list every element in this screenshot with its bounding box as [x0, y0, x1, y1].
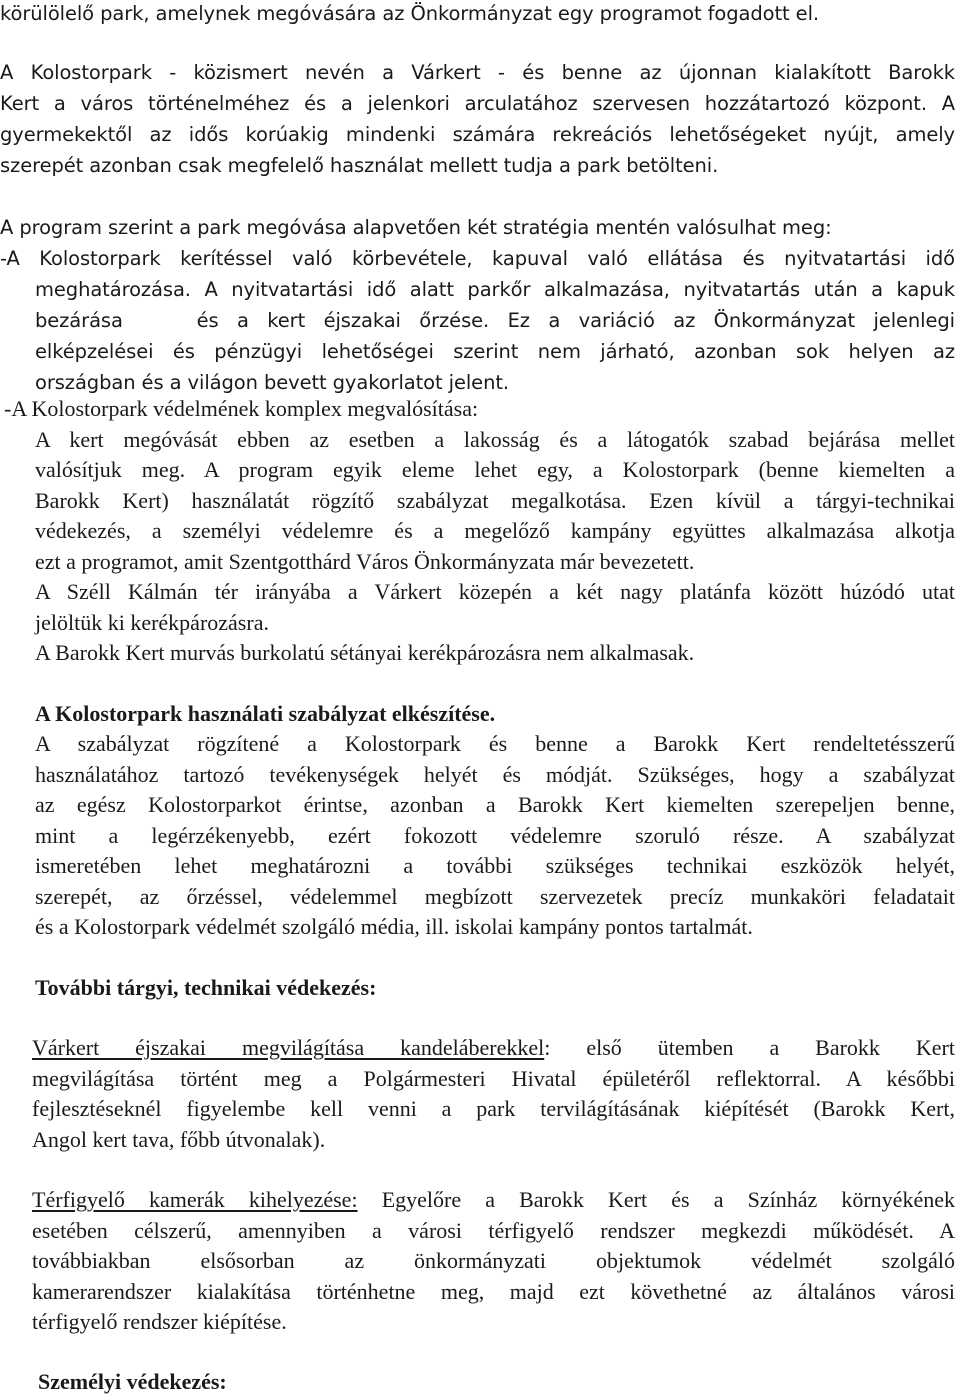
text-line: országban és a világon bevett gyakorlatot jelent. — [35, 371, 509, 394]
text-span: : első ütemben a Barokk Kert — [544, 1035, 955, 1060]
text-line: ezt a programot, amit Szentgotthárd Város Önkormányzata már bevezetett. — [35, 548, 695, 574]
heading-usage-rules: A Kolostorpark használati szabályzat elkészítése. — [35, 701, 496, 726]
text-line: továbbiakban elsősorban az önkormányzati objektumok védelmét szolgáló — [32, 1248, 955, 1273]
paragraph-cameras — [32, 1185, 955, 1338]
heading-personal-protection: Személyi védekezés: — [38, 1369, 227, 1394]
text-line: körülölelő park, amelynek megóvására az Önkormányzat egy programot fogadott el. — [0, 2, 819, 25]
paragraph-complex-protection — [4, 394, 955, 669]
text-line: szerepét, az őrzéssel, védelemmel megbízott szervezetek precíz munkaköri feladatait — [35, 883, 955, 909]
underlined-term: Térfigyelő kamerák kihelyezése: — [32, 1187, 358, 1212]
text-line: gyermekektől az idős korúakig mindenki számára rekreációs lehetőségeket nyújt, amely — [0, 123, 955, 146]
text-line: A program szerint a park megóvása alapvetően két stratégia mentén valósulhat meg: — [0, 216, 832, 239]
paragraph-lighting — [32, 1033, 955, 1155]
text-line: fejlesztéseknél figyelembe kell venni a park tervilágításának kiépítését (Barokk Kert, — [32, 1096, 955, 1121]
underlined-term: Várkert éjszakai megvilágítása kandeláberekkel — [32, 1035, 545, 1060]
text-line: elképzelései és pénzügyi lehetőségei szerint nem járható, azonban sok helyen az — [35, 340, 955, 363]
heading-technical-protection: További tárgyi, technikai védekezés: — [35, 975, 377, 1000]
text-line: A Barokk Kert murvás burkolatú sétányai kerékpározásra nem alkalmasak. — [35, 640, 695, 665]
text-line: mint a legérzékenyebb, ezért fokozott védelemre szoruló része. A szabályzat — [35, 822, 955, 848]
text-line: Barokk Kert) használatát rögzítő szabályzat megalkotása. Ezen kívül a tárgyi-technikai — [35, 487, 955, 513]
text-line: térfigyelő rendszer kiépítése. — [32, 1309, 287, 1334]
text-line: valósítjuk meg. A program egyik eleme lehet egy, a Kolostorpark (benne kiemelten a — [35, 457, 955, 482]
text-line: bezárása és a kert éjszakai őrzése. Ez a variáció az Önkormányzat jelenlegi — [35, 309, 955, 332]
text-line: védekezés, a személyi védelemre és a megelőző kampány együttes alkalmazása alkotja — [35, 518, 955, 543]
text-line: A szabályzat rögzítené a Kolostorpark és benne a Barokk Kert rendeltetésszerű — [35, 731, 955, 756]
intro-line — [0, 0, 960, 29]
text-line: és a Kolostorpark védelmét szolgáló média, ill. iskolai kampány pontos tartalmát. — [35, 914, 753, 939]
text-line — [32, 1185, 955, 1216]
text-line: Angol kert tava, főbb útvonalak). — [32, 1126, 326, 1152]
text-line: ismeretében lehet meghatározni a további szükséges technikai eszközök helyét, — [35, 853, 955, 878]
paragraph-kolostorpark-intro — [0, 57, 955, 181]
text-line: -A Kolostorpark kerítéssel való körbevétele, kapuval való ellátása és nyitvatartási idő — [0, 247, 955, 270]
text-line: az egész Kolostorparkot érintse, azonban a Barokk Kert kiemelten szerepeljen benne, — [35, 792, 955, 817]
text-line: megvilágítása történt meg a Polgármesteri Hivatal épületéről reflektorral. A későbbi — [32, 1065, 955, 1091]
text-line: Kert a város történelméhez és a jelenkori arculatához szervesen hozzátartozó központ. A — [0, 92, 955, 115]
text-line: használatához tartozó tevékenységek helyét és módját. Szükséges, hogy a szabályzat — [35, 761, 955, 787]
text-line: A Kolostorpark - közismert nevén a Várkert - és benne az újonnan kialakított Barokk — [0, 61, 955, 84]
text-line: A kert megóvását ebben az esetben a lakosság és a látogatók szabad bejárása mellet — [35, 426, 955, 452]
paragraph-program-strategies — [0, 212, 955, 398]
text-line — [32, 1033, 955, 1064]
text-line: A Széll Kálmán tér irányába a Várkert közepén a két nagy platánfa között húzódó utat — [35, 579, 955, 604]
paragraph-usage-rules — [35, 729, 955, 943]
text-line: -A Kolostorpark védelmének komplex megvalósítása: — [4, 396, 479, 421]
text-line: meghatározása. A nyitvatartási idő alatt parkőr alkalmazása, nyitvatartás után a kapuk — [35, 278, 955, 301]
text-line: kamerarendszer kialakítása történhetne meg, majd ezt követhetné az általános városi — [32, 1278, 955, 1304]
text-line: esetében célszerű, amennyiben a városi térfigyelő rendszer megkezdi működését. A — [32, 1217, 955, 1243]
text-line: szerepét azonban csak megfelelő használat mellett tudja a park betölteni. — [0, 154, 719, 177]
text-span: Egyelőre a Barokk Kert és a Színház környékének — [357, 1187, 955, 1212]
text-line: jelöltük ki kerékpározásra. — [35, 609, 269, 635]
